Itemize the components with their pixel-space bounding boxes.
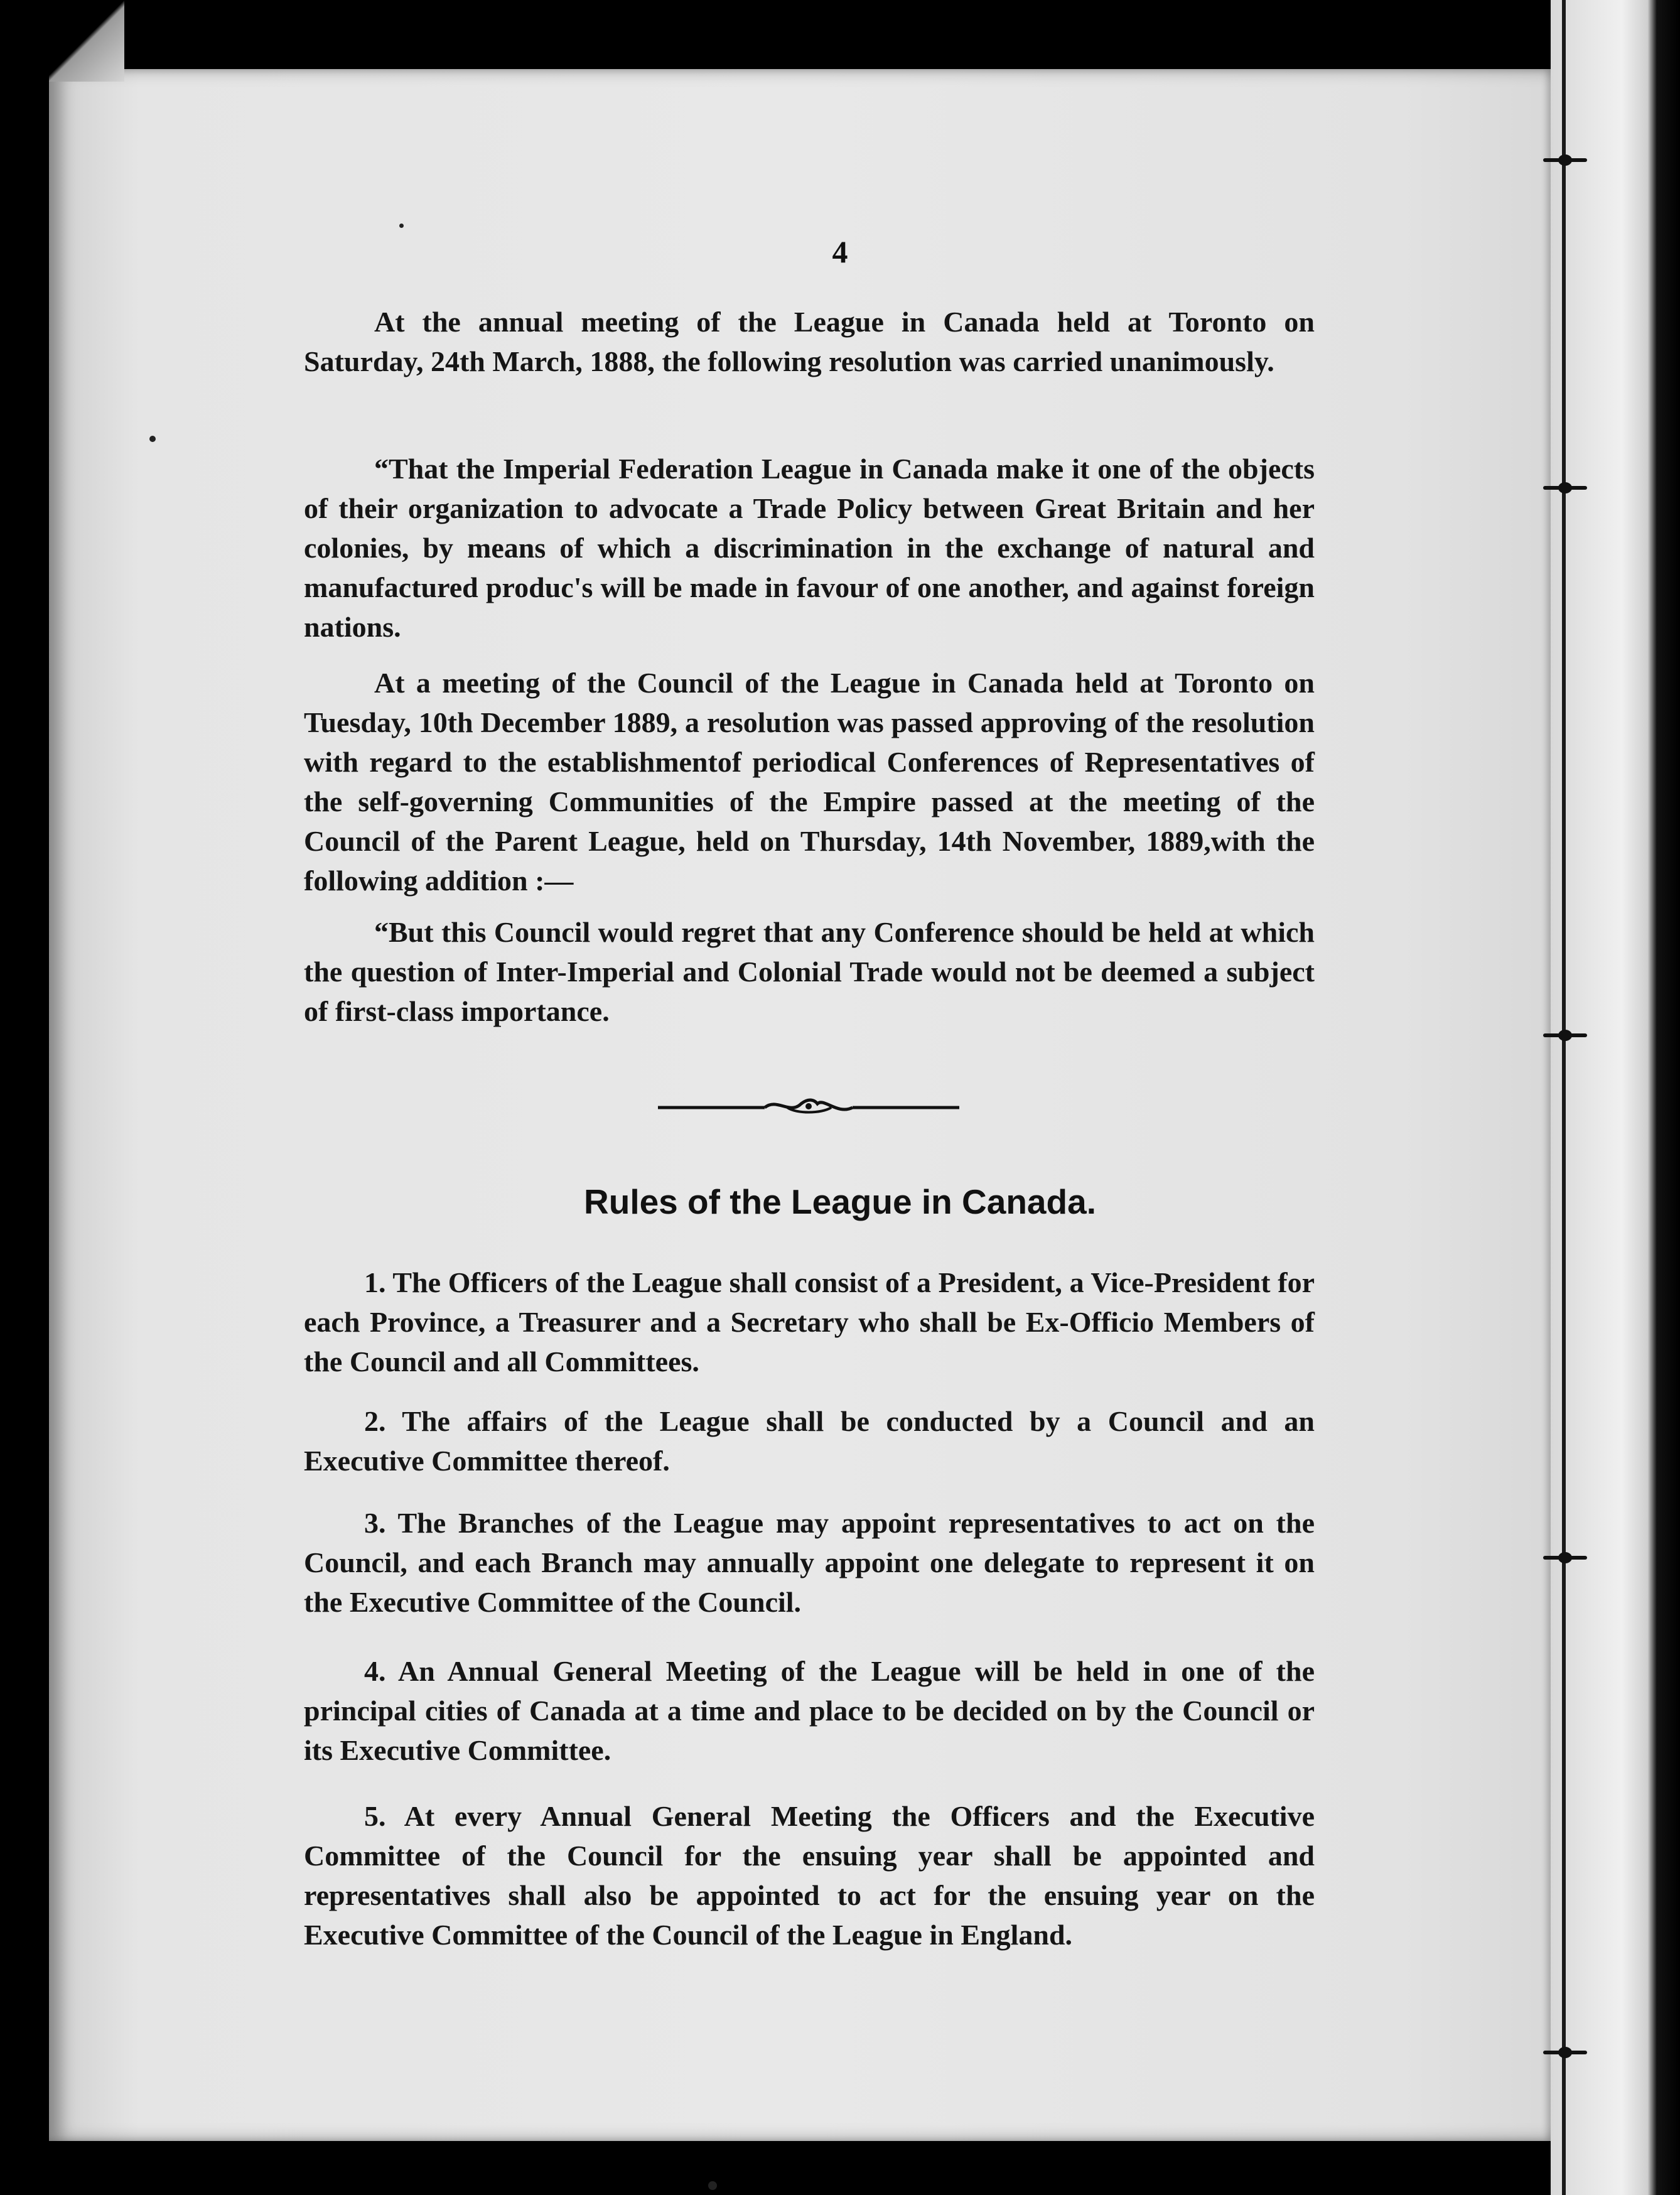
council-addition-quote: “But this Council would regret that any Conference should be held at which the question of Inter-Imperial and Colonial Trade would not be deemed a subject of first-class importance. — [304, 916, 1315, 1027]
rule-5-appointments: 5. At every Annual General Meeting the Officers and the Executive Committee of the Council for the ensuing year shall be appointed and representatives shall also be appointed to act for the ensuing year on the Executive Committee of the Council of the League in England. — [304, 1800, 1315, 1951]
binding-stitch-icon — [1543, 1030, 1587, 1041]
rule-4-annual-meeting: 4. An Annual General Meeting of the League will be held in one of the principal cities of Canada at a time and place to be decided on by the Council or its Executive Committee. — [304, 1655, 1315, 1766]
binding-spine — [1551, 0, 1680, 2195]
council-meeting-1889-paragraph: At a meeting of the Council of the League in Canada held at Toronto on Tuesday, 10th December 1889, a resolution was passed approving of the resolution with regard to the establishmentof periodical Conferences of Representatives of the self-governing Communities of the Empire passed at the meeting of the Council of the Parent League, held on Thursday, 14th November, 1889,with the following addition :— — [304, 667, 1315, 897]
scan-speck — [708, 2181, 717, 2190]
binding-stitch-icon — [1543, 154, 1587, 166]
rule-2-affairs: 2. The affairs of the League shall be conducted by a Council and an Executive Committee thereof. — [304, 1405, 1315, 1477]
folded-page-corner — [49, 0, 124, 82]
binding-thread — [1562, 0, 1566, 2195]
rule-1-officers: 1. The Officers of the League shall consist of a President, a Vice-President for each Province, a Treasurer and a Secretary who shall be Ex-Officio Members of the Council and all Committees. — [304, 1266, 1315, 1378]
page-number: 4 — [832, 234, 848, 269]
section-divider-ornament — [658, 1092, 959, 1123]
binding-stitch-icon — [1543, 482, 1587, 493]
trade-policy-resolution-quote: “That the Imperial Federation League in Canada make it one of the objects of their organization to advocate a Trade Policy between Great Britain and her colonies, by means of which a discrimination in the exchange of natural and manufactured produc's will be made in favour of one another, and against foreign nations. — [304, 453, 1315, 643]
rule-3-branches: 3. The Branches of the League may appoint representatives to act on the Council, and each Branch may annually appoint one delegate to represent it on the Executive Committee of the Council. — [304, 1507, 1315, 1618]
scan-speck — [149, 436, 156, 442]
rules-section-heading: Rules of the League in Canada. — [584, 1182, 1096, 1221]
meeting-1888-paragraph: At the annual meeting of the League in Canada held at Toronto on Saturday, 24th March, 1888, the following resolution was carried unanimously. — [304, 306, 1315, 377]
binding-stitch-icon — [1543, 2047, 1587, 2058]
scan-speck — [399, 224, 404, 228]
binding-stitch-icon — [1543, 1552, 1587, 1563]
